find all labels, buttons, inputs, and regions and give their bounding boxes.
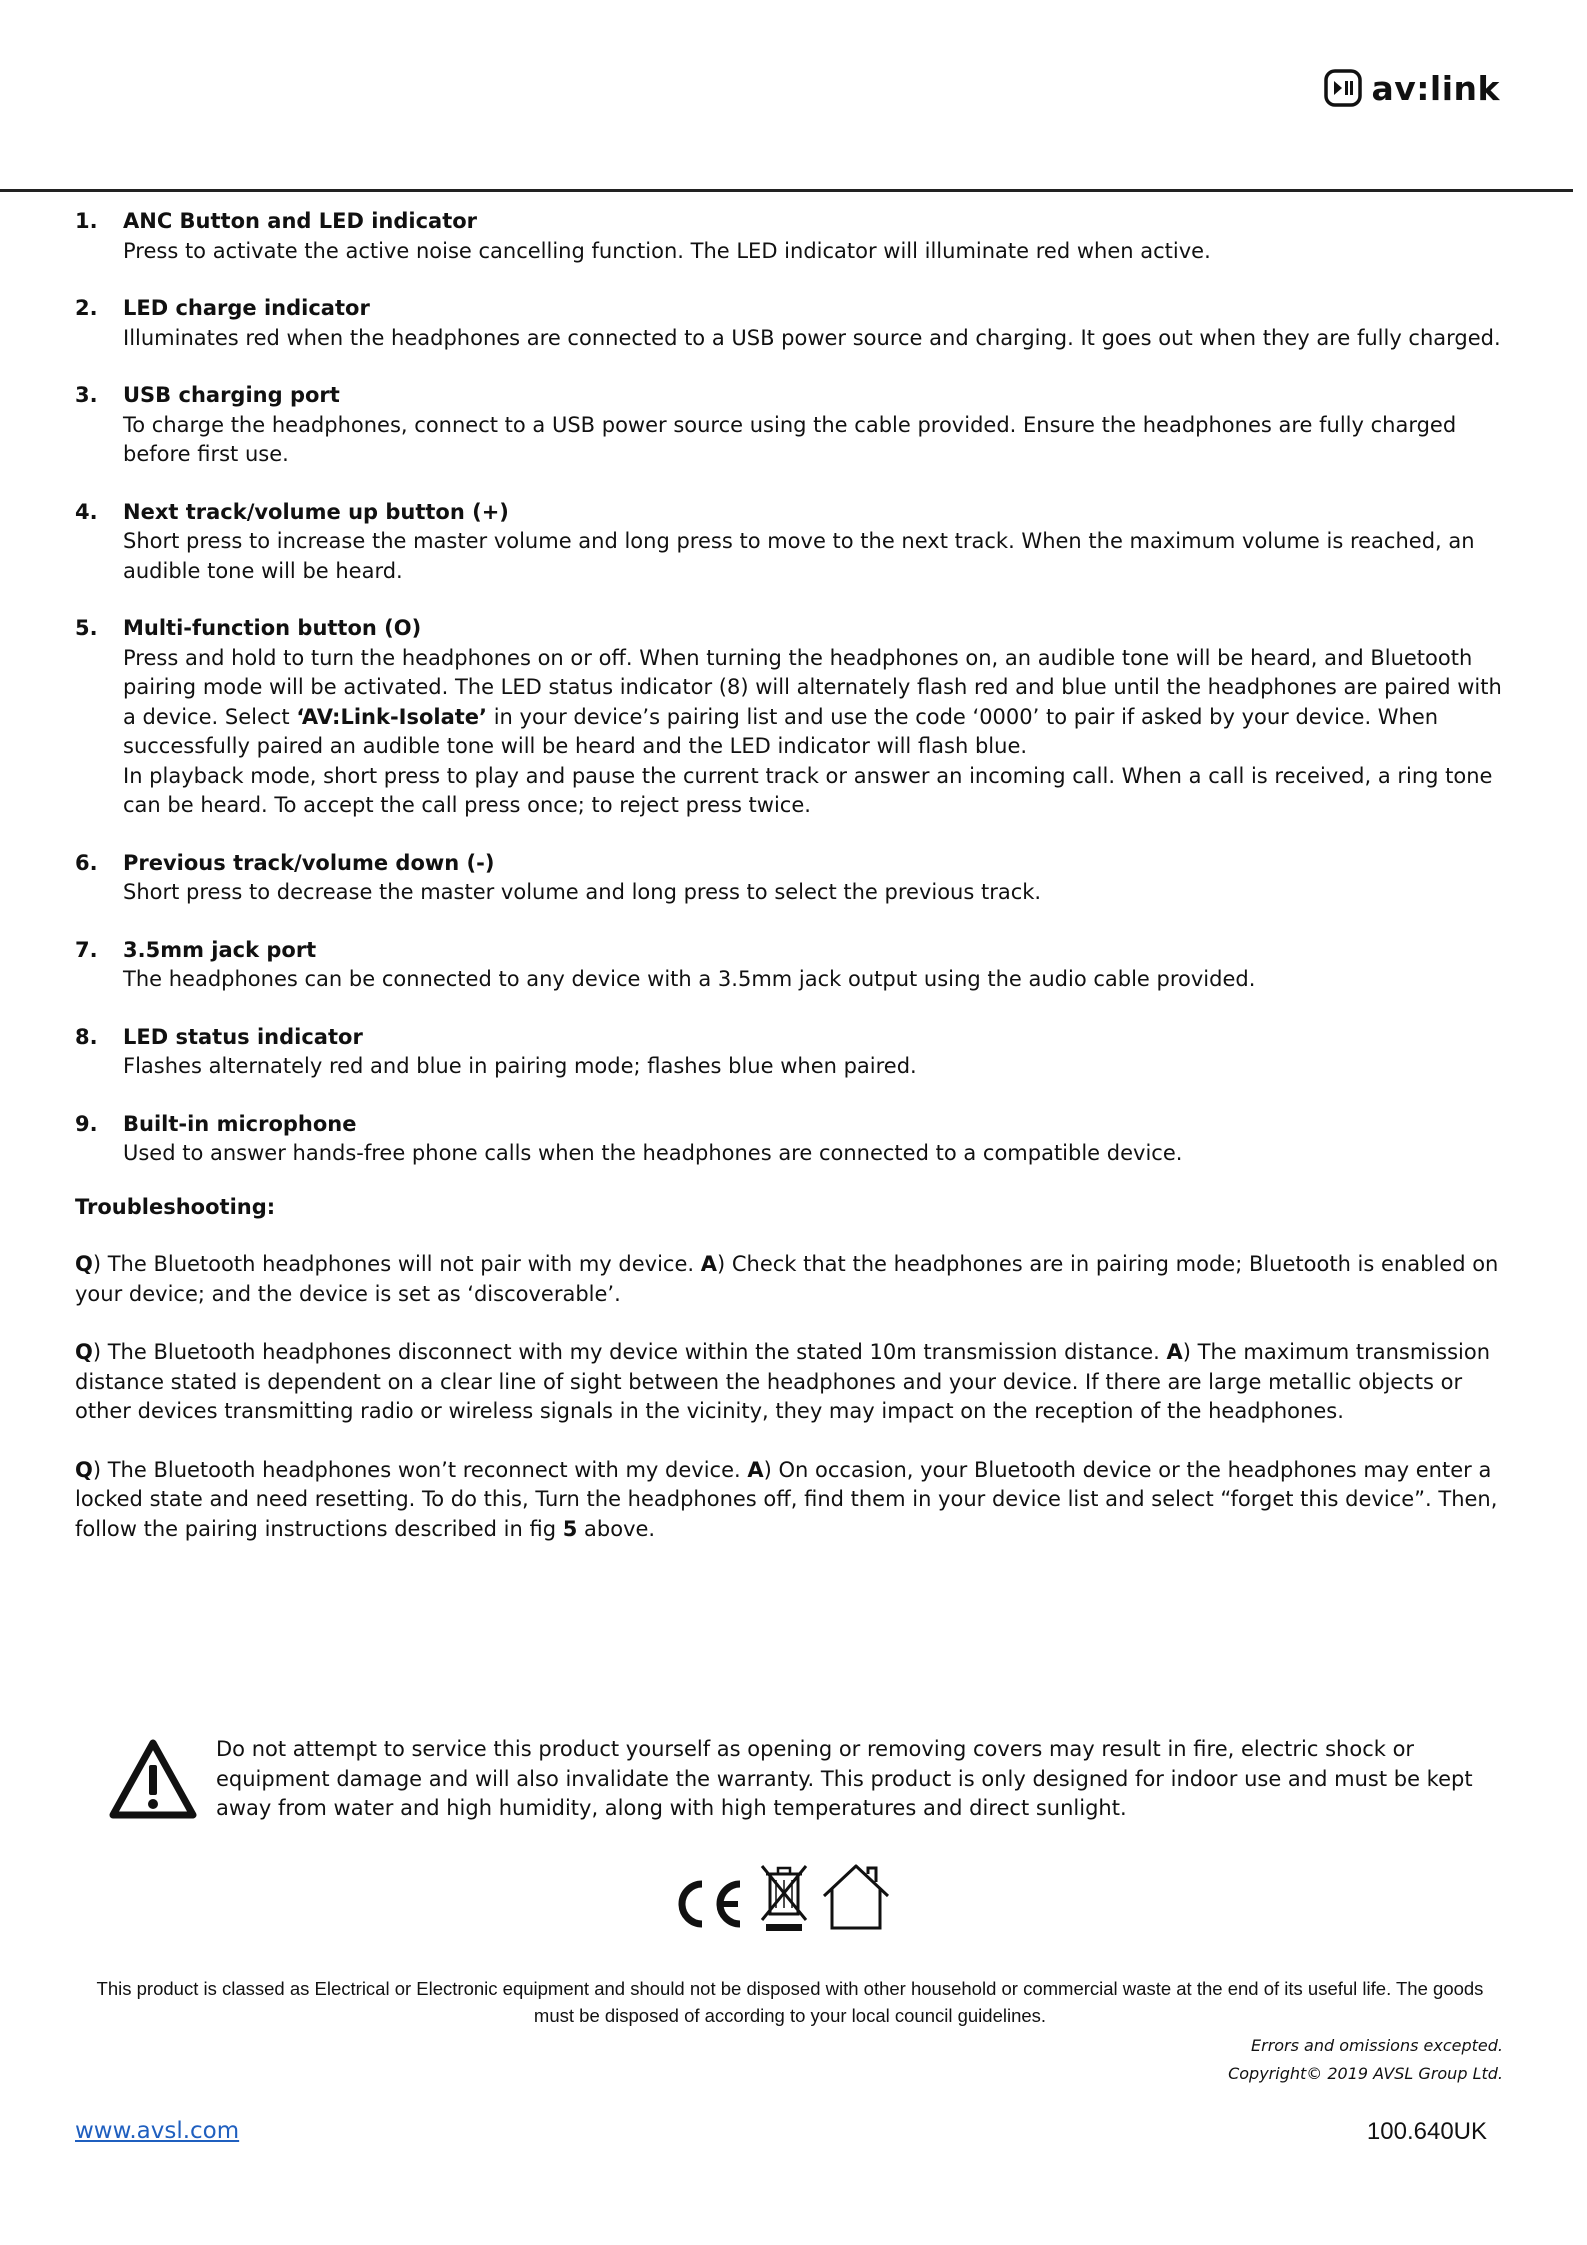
answer-text: ) The maximum transmission distance stated is dependent on a clear line of sight between the headphones and your device. If there are large metallic objects or other devices transmitting radio or wireless signals in the vicinity, they may impact on the reception of the headphones. (75, 1340, 1491, 1423)
feature-number: 1. (75, 209, 98, 233)
feature-number: 2. (75, 296, 98, 320)
safety-warning (108, 1735, 1508, 1824)
play-pause-icon (1323, 68, 1363, 108)
product-code: 100.640UK (1366, 2118, 1487, 2145)
question-text: ) The Bluetooth headphones disconnect with my device within the stated 10m transmission distance. (92, 1340, 1167, 1364)
copyright: Copyright© 2019 AVSL Group Ltd. (1228, 2064, 1503, 2083)
question-marker: Q (75, 1457, 93, 1482)
feature-number: 8. (75, 1024, 98, 1049)
answer-text: above. (577, 1516, 656, 1541)
compliance-symbols (668, 1862, 892, 1932)
header-divider (0, 189, 1573, 192)
feature-body-2: In playback mode, short press to play and pause the current track or answer an incoming call. When a call is received, a ring tone can be heard. To accept the call press once; to reject press twice. (123, 763, 1493, 817)
question-text: ) The Bluetooth headphones won’t reconnect with my device. (92, 1457, 748, 1482)
feature-body-text: in your device’s pairing list and use the code ‘0000’ to pair if asked by your device. When successfully paired an audible tone will be heard and the LED indicator will flash blue. (123, 704, 1439, 758)
feature-title: Next track/volume up button (+) (123, 499, 509, 524)
feature-number: 3. (75, 383, 98, 407)
feature-item (75, 1110, 1505, 1169)
feature-body: The headphones can be connected to any device with a 3.5mm jack output using the audio cable provided. (123, 967, 1256, 991)
feature-title: LED status indicator (123, 1024, 363, 1049)
feature-list (75, 207, 1505, 1169)
logo-text: av:link (1371, 68, 1500, 108)
figure-reference: 5 (562, 1516, 578, 1541)
feature-item (75, 936, 1505, 995)
faq-item (75, 1456, 1505, 1545)
feature-item (75, 849, 1505, 908)
errata-notice (1228, 2032, 1503, 2088)
feature-item (75, 207, 1505, 266)
feature-number: 6. (75, 850, 98, 875)
feature-item (75, 1023, 1505, 1082)
weee-bin-icon (756, 1862, 812, 1932)
feature-body: Press to activate the active noise cancelling function. The LED indicator will illuminate red when active. (123, 238, 1211, 263)
feature-body: Illuminates red when the headphones are connected to a USB power source and charging. It goes out when they are fully charged. (123, 325, 1501, 350)
troubleshooting-heading: Troubleshooting: (75, 1194, 276, 1219)
faq-item (75, 1250, 1505, 1309)
indoor-use-house-icon (820, 1862, 892, 1932)
website-link[interactable]: www.avsl.com (75, 2118, 240, 2144)
feature-body (123, 644, 1505, 762)
brand-logo (1323, 68, 1500, 108)
feature-body: To charge the headphones, connect to a USB power source using the cable provided. Ensure the headphones are fully charged before first use. (123, 412, 1457, 466)
feature-title: Built-in microphone (123, 1111, 357, 1136)
question-text: ) The Bluetooth headphones will not pair with my device. (92, 1252, 701, 1276)
feature-item (75, 498, 1505, 587)
feature-title: 3.5mm jack port (123, 937, 317, 962)
feature-item (75, 614, 1505, 821)
device-name: ‘AV:Link-Isolate’ (296, 704, 488, 729)
feature-title: USB charging port (123, 383, 340, 407)
answer-marker: A (1166, 1340, 1183, 1364)
answer-text: ) Check that the headphones are in pairing mode; Bluetooth is enabled on your device; and the device is set as ‘discoverable’. (75, 1252, 1499, 1306)
ce-mark-icon (668, 1876, 748, 1932)
feature-number: 9. (75, 1111, 98, 1136)
feature-number: 4. (75, 499, 98, 524)
feature-item (75, 381, 1505, 470)
feature-body: Flashes alternately red and blue in pairing mode; flashes blue when paired. (123, 1054, 917, 1078)
answer-marker: A (747, 1457, 764, 1482)
question-marker: Q (75, 1252, 93, 1276)
warning-triangle-icon (108, 1737, 198, 1821)
feature-body-text: Press and hold to turn the headphones on or off. When turning the headphones on, an audible tone will be heard, and Bluetooth pairing mode will be activated. The LED status indicator (8) will alternately flash red and blue until the headphones are paired with a device. Select (123, 645, 1502, 729)
question-marker: Q (75, 1340, 93, 1364)
disposal-notice: This product is classed as Electrical or Electronic equipment and should not be disposed with other household or commercial waste at the end of its useful life. The goods must be disposed of according to your local council guidelines. (96, 1977, 1484, 2026)
feature-title: Previous track/volume down (-) (123, 850, 495, 875)
feature-title: LED charge indicator (123, 296, 370, 320)
answer-text: ) On occasion, your Bluetooth device or the headphones may enter a locked state and need resetting. To do this, Turn the headphones off, find them in your device list and select “forget this device”. Then, follow the pairing instructions described in fig (75, 1457, 1498, 1541)
warning-text: Do not attempt to service this product yourself as opening or removing covers may result in fire, electric shock or equipment damage and will also invalidate the warranty. This product is only designed for indoor use and must be kept away from water and high humidity, along with high temperatures and direct sunlight. (216, 1737, 1473, 1820)
feature-item (75, 294, 1505, 353)
faq-item (75, 1338, 1505, 1427)
feature-title: Multi-function button (O) (123, 616, 422, 640)
feature-body: Short press to increase the master volume and long press to move to the next track. When the maximum volume is reached, an audible tone will be heard. (123, 529, 1475, 583)
feature-title: ANC Button and LED indicator (123, 209, 478, 233)
feature-body: Used to answer hands-free phone calls when the headphones are connected to a compatible device. (123, 1141, 1183, 1165)
answer-marker: A (700, 1252, 717, 1276)
manual-content (75, 207, 1505, 1573)
feature-number: 7. (75, 937, 98, 962)
feature-body: Short press to decrease the master volume and long press to select the previous track. (123, 880, 1042, 904)
errors-omissions: Errors and omissions excepted. (1251, 2036, 1503, 2055)
feature-number: 5. (75, 616, 98, 640)
